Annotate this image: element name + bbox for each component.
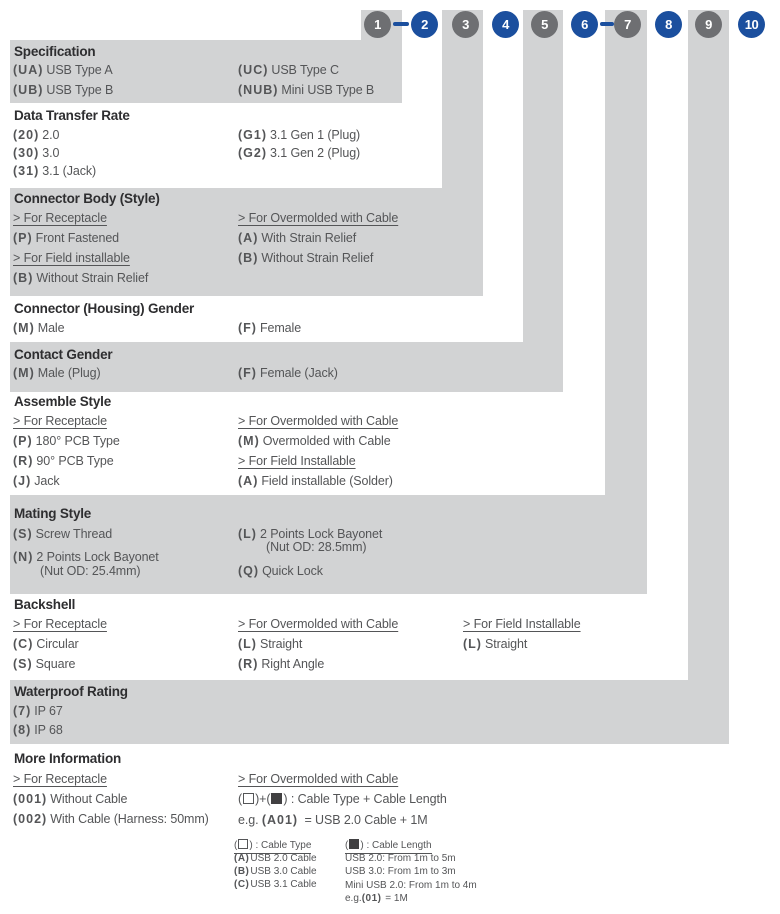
example-code: (01): [361, 893, 382, 904]
option-row: [13, 271, 148, 285]
option-row: [13, 527, 112, 541]
option-row: [238, 657, 324, 671]
example-rest: = USB 2.0 Cable + 1M: [301, 813, 428, 827]
option-row: [238, 637, 302, 651]
option-code: (B): [13, 271, 34, 285]
option-row: [234, 866, 317, 877]
option-code: (NUB): [238, 83, 279, 97]
option-row: [13, 83, 113, 97]
option-label: 3.1 Gen 1 (Plug): [270, 128, 361, 142]
outline-square-icon: [238, 839, 248, 849]
option-label: Straight: [259, 637, 303, 651]
section-title: Backshell: [14, 597, 76, 612]
option-label: Field installable (Solder): [261, 474, 393, 488]
option-row: [13, 146, 59, 160]
example-code: (A01): [261, 813, 299, 827]
filled-square-icon: [271, 793, 282, 804]
group-heading: > For Receptacle: [13, 211, 107, 225]
option-label: Jack: [34, 474, 60, 488]
option-row: [13, 321, 64, 335]
option-code: (S): [13, 527, 33, 541]
option-label: Overmolded with Cable: [262, 434, 391, 448]
option-code: (L): [463, 637, 482, 651]
option-row: [13, 704, 63, 718]
cable-example-row: [238, 813, 428, 827]
option-row: [238, 128, 360, 142]
option-label: 3.1 (Jack): [42, 164, 97, 178]
section-title: Connector Body (Style): [14, 191, 160, 206]
group-heading: > For Overmolded with Cable: [238, 211, 399, 225]
section-title: Assemble Style: [14, 394, 111, 409]
option-code: (20): [13, 128, 40, 142]
option-code: (B): [234, 866, 250, 877]
option-label: Female: [259, 321, 302, 335]
group-heading: > For Overmolded with Cable: [238, 617, 399, 631]
cable-type-heading: [234, 839, 311, 854]
option-label: USB Type A: [46, 63, 113, 77]
step-badge-7: 7: [614, 11, 641, 38]
section-title: Specification: [14, 44, 96, 59]
step-badge-4: 4: [492, 11, 519, 38]
option-label: Straight: [484, 637, 528, 651]
option-code: (8): [13, 723, 32, 737]
option-code: (G1): [238, 128, 267, 142]
section-title: Data Transfer Rate: [14, 108, 130, 123]
option-label: Mini USB Type B: [281, 83, 375, 97]
option-row: [463, 637, 527, 651]
step-connector-1-2: [393, 22, 409, 26]
group-heading: > For Field installable: [13, 251, 130, 265]
option-row: [13, 723, 63, 737]
option-label: 2 Points Lock Bayonet: [36, 550, 159, 564]
option-label: 2.0: [42, 128, 60, 142]
option-row: [13, 128, 59, 142]
option-code: (L): [238, 637, 257, 651]
step-badge-2: 2: [411, 11, 438, 38]
option-label: IP 67: [34, 704, 63, 718]
cable-length-heading: [345, 839, 432, 854]
option-code: (P): [13, 434, 33, 448]
group-heading: > For Receptacle: [13, 772, 107, 786]
group-heading: > For Field Installable: [463, 617, 581, 631]
step-badge-1: 1: [364, 11, 391, 38]
step-column-9: [688, 10, 729, 744]
example-prefix: e.g.: [345, 893, 362, 904]
option-code: (L): [238, 527, 257, 541]
option-code: (R): [13, 454, 34, 468]
combo-text: (: [238, 792, 243, 806]
option-code: (M): [13, 366, 35, 380]
option-row: [238, 231, 356, 245]
heading-text: ) : Cable Length: [360, 840, 432, 851]
option-label: With Strain Relief: [261, 231, 357, 245]
option-label: Female (Jack): [259, 366, 338, 380]
option-row: [13, 812, 209, 826]
option-label: With Cable (Harness: 50mm): [50, 812, 209, 826]
option-label: Square: [35, 657, 76, 671]
option-row: [13, 474, 60, 488]
option-row: [13, 63, 113, 77]
step-connector-6-7: [600, 22, 614, 26]
step-badge-6: 6: [571, 11, 598, 38]
option-row: [238, 474, 393, 488]
option-label: Male (Plug): [37, 366, 101, 380]
combo-text: ) : Cable Type + Cable Length: [283, 792, 447, 806]
option-code: (C): [234, 879, 250, 890]
option-row: [13, 231, 119, 245]
option-code: (F): [238, 366, 257, 380]
option-code: (G2): [238, 146, 267, 160]
option-row: [238, 251, 373, 265]
group-heading: > For Field Installable: [238, 454, 356, 468]
option-row: [238, 434, 391, 448]
option-code: (31): [13, 164, 40, 178]
combo-text: )+(: [255, 792, 271, 806]
option-code: (001): [13, 792, 48, 806]
option-label: Screw Thread: [35, 527, 113, 541]
option-row: [238, 63, 339, 77]
option-code: (B): [238, 251, 259, 265]
option-label: USB 3.0 Cable: [250, 866, 317, 877]
option-row: [13, 434, 120, 448]
heading-text: (: [345, 840, 349, 851]
option-code: (002): [13, 812, 48, 826]
step-badge-3: 3: [452, 11, 479, 38]
example-rest: = 1M: [382, 893, 408, 904]
filled-square-icon: [349, 839, 359, 849]
cable-length-line: USB 3.0: From 1m to 3m: [345, 866, 456, 877]
option-code: (R): [238, 657, 259, 671]
option-label: 3.1 Gen 2 (Plug): [270, 146, 361, 160]
cable-length-line: USB 2.0: From 1m to 5m: [345, 853, 456, 864]
option-code: (C): [13, 637, 34, 651]
option-label: 3.0: [42, 146, 60, 160]
option-label: USB 3.1 Cable: [250, 879, 317, 890]
option-row: [13, 637, 79, 651]
option-label-line2: (Nut OD: 28.5mm): [266, 540, 367, 554]
group-heading: > For Receptacle: [13, 617, 107, 631]
option-code: (UB): [13, 83, 44, 97]
option-row: [13, 366, 101, 380]
option-row: [13, 792, 127, 806]
step-badge-10: 10: [738, 11, 765, 38]
option-label: Without Strain Relief: [261, 251, 374, 265]
step-badge-5: 5: [531, 11, 558, 38]
option-label: Right Angle: [261, 657, 325, 671]
option-code: (A): [234, 853, 250, 864]
option-row: [238, 564, 323, 578]
option-row: [13, 657, 75, 671]
option-row: [13, 550, 159, 564]
option-code: (UA): [13, 63, 44, 77]
option-code: (7): [13, 704, 32, 718]
option-label: 90° PCB Type: [36, 454, 114, 468]
option-label: USB Type C: [271, 63, 339, 77]
option-label: Male: [37, 321, 65, 335]
option-label: USB Type B: [46, 83, 114, 97]
section-title: More Information: [14, 751, 122, 766]
group-heading: > For Overmolded with Cable: [238, 414, 399, 428]
option-row: [238, 146, 360, 160]
group-heading: > For Overmolded with Cable: [238, 772, 399, 786]
option-label: Circular: [36, 637, 79, 651]
option-label: Without Cable: [50, 792, 128, 806]
option-label: 2 Points Lock Bayonet: [259, 527, 383, 541]
option-code: (M): [238, 434, 260, 448]
option-row: [238, 366, 338, 380]
cable-combo-row: [238, 792, 447, 806]
step-badge-8: 8: [655, 11, 682, 38]
option-row: [238, 527, 382, 541]
option-label: Front Fastened: [35, 231, 120, 245]
option-code: (N): [13, 550, 34, 564]
outline-square-icon: [243, 793, 254, 804]
step-badge-9: 9: [695, 11, 722, 38]
option-label-line2: (Nut OD: 25.4mm): [40, 564, 141, 578]
section-title: Connector (Housing) Gender: [14, 301, 195, 316]
group-heading: > For Receptacle: [13, 414, 107, 428]
option-row: [234, 853, 317, 864]
section-title: Contact Gender: [14, 347, 113, 362]
option-code: (F): [238, 321, 257, 335]
option-code: (A): [238, 474, 259, 488]
option-label: IP 68: [34, 723, 63, 737]
option-code: (P): [13, 231, 33, 245]
heading-text: ) : Cable Type: [249, 840, 312, 851]
option-row: [238, 321, 301, 335]
option-label: 180° PCB Type: [35, 434, 120, 448]
section-title: Mating Style: [14, 506, 92, 521]
example-prefix: e.g.: [238, 813, 262, 827]
option-label: USB 2.0 Cable: [250, 853, 317, 864]
option-row: [13, 454, 114, 468]
option-label: Without Strain Relief: [36, 271, 149, 285]
cable-length-line: Mini USB 2.0: From 1m to 4m: [345, 880, 477, 891]
option-code: (S): [13, 657, 33, 671]
cable-length-example: [345, 893, 408, 904]
option-code: (30): [13, 146, 40, 160]
section-title: Waterproof Rating: [14, 684, 128, 699]
option-row: [238, 83, 374, 97]
option-code: (A): [238, 231, 259, 245]
option-code: (Q): [238, 564, 260, 578]
option-code: (UC): [238, 63, 269, 77]
heading-text: (: [234, 840, 238, 851]
option-label: Quick Lock: [262, 564, 323, 578]
option-code: (J): [13, 474, 32, 488]
option-row: [13, 164, 96, 178]
option-row: [234, 879, 317, 890]
step-column-5: [523, 10, 563, 392]
option-code: (M): [13, 321, 35, 335]
